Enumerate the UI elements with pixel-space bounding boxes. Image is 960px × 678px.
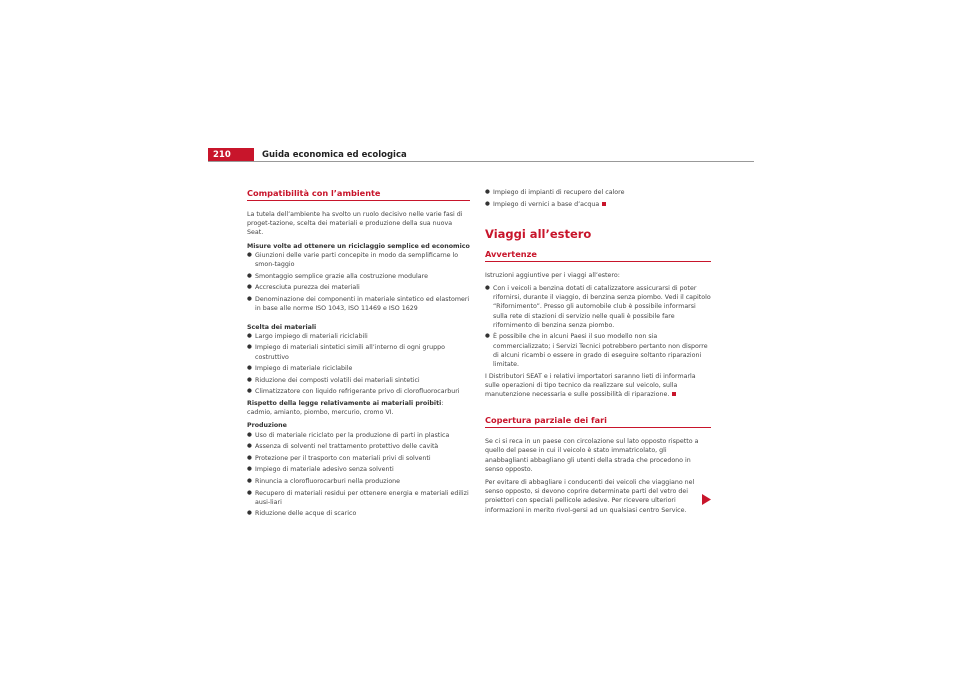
- section-title-headlights: Copertura parziale dei fari: [485, 415, 711, 428]
- chapter-title-travel: Viaggi all’estero: [485, 226, 592, 241]
- list-item: ● Impiego di materiale adesivo senza solventi: [247, 465, 470, 474]
- page-number: 210: [213, 150, 231, 160]
- list-item: ● Assenza di solventi nel trattamento protettivo delle cavità: [247, 442, 470, 451]
- forbidden-materials-text: : cadmio, amianto, piombo, mercurio, cromo VI.: [247, 399, 444, 417]
- warning-closing: [485, 372, 711, 400]
- list-item: ● Impiego di materiali sintetici simili all’interno di ogni gruppo costruttivo: [247, 343, 470, 361]
- list-item: ● Uso di materiale riciclato per la produzione di parti in plastica: [247, 431, 470, 440]
- left-column: [247, 188, 470, 521]
- group-heading-recycling: Misure volte ad ottenere un riciclaggio semplice ed economico: [247, 242, 470, 250]
- list-item: [485, 200, 711, 209]
- list-item: ● Smontaggio semplice grazie alla costruzione modulare: [247, 272, 470, 281]
- list-item: ● Riduzione delle acque di scarico: [247, 509, 470, 518]
- list-item: ● È possibile che in alcuni Paesi il suo modello non sia commercializzato; i Servizi Tecnici potrebbero pertanto non disporre di alcuni ricambi o essere in grado di eseguire soltanto riparazioni limitate.: [485, 332, 711, 369]
- list-item: ● Denominazione dei componenti in materiale sintetico ed elastomeri in base alle norme ISO 1043, ISO 11469 e ISO 1629: [247, 295, 470, 313]
- warning-intro: Istruzioni aggiuntive per i viaggi all’estero:: [485, 271, 620, 279]
- warning-closing-text: I Distributori SEAT e i relativi importatori saranno lieti di informarla sulle operazioni di tipo tecnico da realizzare sul veicolo, sulla manutenzione necessaria e sulle possibilità di riparazione.: [485, 372, 696, 399]
- list-item: ● Protezione per il trasporto con materiali privi di solventi: [247, 454, 470, 463]
- end-of-section-mark: [672, 392, 676, 396]
- list-item: ● Con i veicoli a benzina dotati di catalizzatore assicurarsi di poter rifornirsi, durante il viaggio, di benzina senza piombo. Vedi il capitolo “Rifornimento”. Presso gli automobile club è possibile informarsi sulla rete di stazioni di servizio nelle quali è possibile fare rifornimento di benzina senza piombo.: [485, 284, 711, 330]
- right-column: [485, 188, 711, 519]
- headlights-paragraph-2: Per evitare di abbagliare i conducenti dei veicoli che viaggiano nel senso opposto, si devono coprire determinate parti del vetro dei proiettori con speciali pellicole adesive. Per ricevere ulteriori informazioni in merito rivol-gersi ad un qualsiasi centro Service.: [485, 479, 695, 514]
- list-item: ● Giunzioni delle varie parti concepite in modo da semplificarne lo smon-taggio: [247, 251, 470, 269]
- group-heading-production: Produzione: [247, 422, 287, 430]
- running-title: Guida economica ed ecologica: [262, 150, 407, 160]
- list-item: ● Rinuncia a clorofluorocarburi nella produzione: [247, 477, 470, 486]
- forbidden-materials-paragraph: [247, 399, 470, 417]
- list-item: ● Climatizzatore con liquido refrigerante privo di clorofluorocarburi: [247, 387, 470, 396]
- header-divider: [208, 161, 754, 162]
- list-item: ● Impiego di materiale riciclabile: [247, 364, 470, 373]
- list-item: ● Largo impiego di materiali riciclabili: [247, 332, 470, 341]
- list-item-text: Impiego di vernici a base d’acqua: [493, 200, 600, 208]
- headlights-paragraph-1: Se ci si reca in un paese con circolazione sul lato opposto rispetto a quello del paese in cui il veicolo è stato immatricolato, gli anabbaglianti abbagliano gli utenti della strada che procedono in senso opposto.: [485, 438, 699, 473]
- group-heading-materials: Scelta dei materiali: [247, 323, 317, 331]
- list-item: ● Recupero di materiali residui per ottenere energia e materiali edilizi ausi-liari: [247, 489, 470, 507]
- section-title-warnings: Avvertenze: [485, 249, 711, 262]
- continue-arrow-icon: [702, 494, 711, 505]
- intro-paragraph: La tutela dell’ambiente ha svolto un ruolo decisivo nelle varie fasi di proget-tazione, scelta dei materiali e produzione della sua nuova Seat.: [247, 211, 463, 237]
- section-title-environment: Compatibilità con l’ambiente: [247, 188, 470, 201]
- forbidden-materials-label: Rispetto della legge relativamente ai materiali proibiti: [247, 399, 442, 407]
- list-item: ● Riduzione dei composti volatili dei materiali sintetici: [247, 376, 470, 385]
- list-item: ● Accresciuta purezza dei materiali: [247, 283, 470, 292]
- end-of-section-mark: [602, 202, 606, 206]
- list-item: ● Impiego di impianti di recupero del calore: [485, 188, 711, 197]
